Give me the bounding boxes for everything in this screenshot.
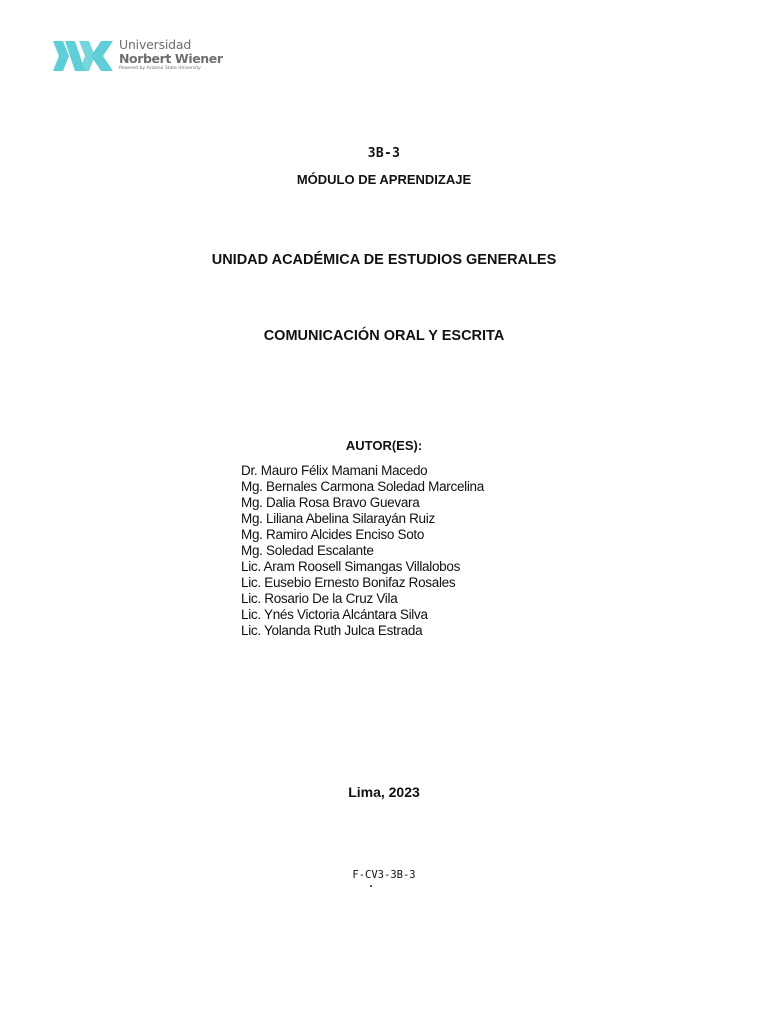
university-logo (53, 38, 223, 74)
city-year: Lima, 2023 (348, 784, 420, 800)
footer-mark (370, 885, 372, 887)
logo-line-university: Universidad (119, 37, 192, 52)
author-item: Mg. Ramiro Alcides Enciso Soto (241, 527, 425, 542)
author-item: Mg. Bernales Carmona Soledad Marcelina (241, 479, 484, 494)
author-item: Mg. Soledad Escalante (241, 543, 374, 558)
module-title: MÓDULO DE APRENDIZAJE (296, 172, 472, 187)
authors-list (241, 463, 484, 639)
course-title: COMUNICACIÓN ORAL Y ESCRITA (263, 328, 505, 344)
form-code: F-CV3-3B-3 (352, 869, 416, 881)
author-item: Lic. Aram Roosell Simangas Villalobos (241, 559, 461, 574)
author-item: Mg. Liliana Abelina Silarayán Ruiz (241, 511, 435, 526)
author-item: Lic. Ynés Victoria Alcántara Silva (241, 607, 428, 622)
academic-unit-title: UNIDAD ACADÉMICA DE ESTUDIOS GENERALES (211, 252, 557, 268)
logo-line-name: Norbert Wiener (119, 50, 223, 66)
university-logo-text (119, 38, 223, 72)
author-item: Mg. Dalia Rosa Bravo Guevara (241, 495, 420, 510)
document-code: 3B-3 (367, 146, 401, 161)
authors-heading: AUTOR(ES): (345, 438, 423, 453)
author-item: Lic. Yolanda Ruth Julca Estrada (241, 623, 423, 638)
author-item: Lic. Rosario De la Cruz Vila (241, 591, 398, 606)
logo-line-powered-by: Powered by Arizona State University (119, 66, 201, 71)
university-logo-icon (53, 38, 115, 74)
author-item: Dr. Mauro Félix Mamani Macedo (241, 463, 428, 478)
author-item: Lic. Eusebio Ernesto Bonifaz Rosales (241, 575, 456, 590)
